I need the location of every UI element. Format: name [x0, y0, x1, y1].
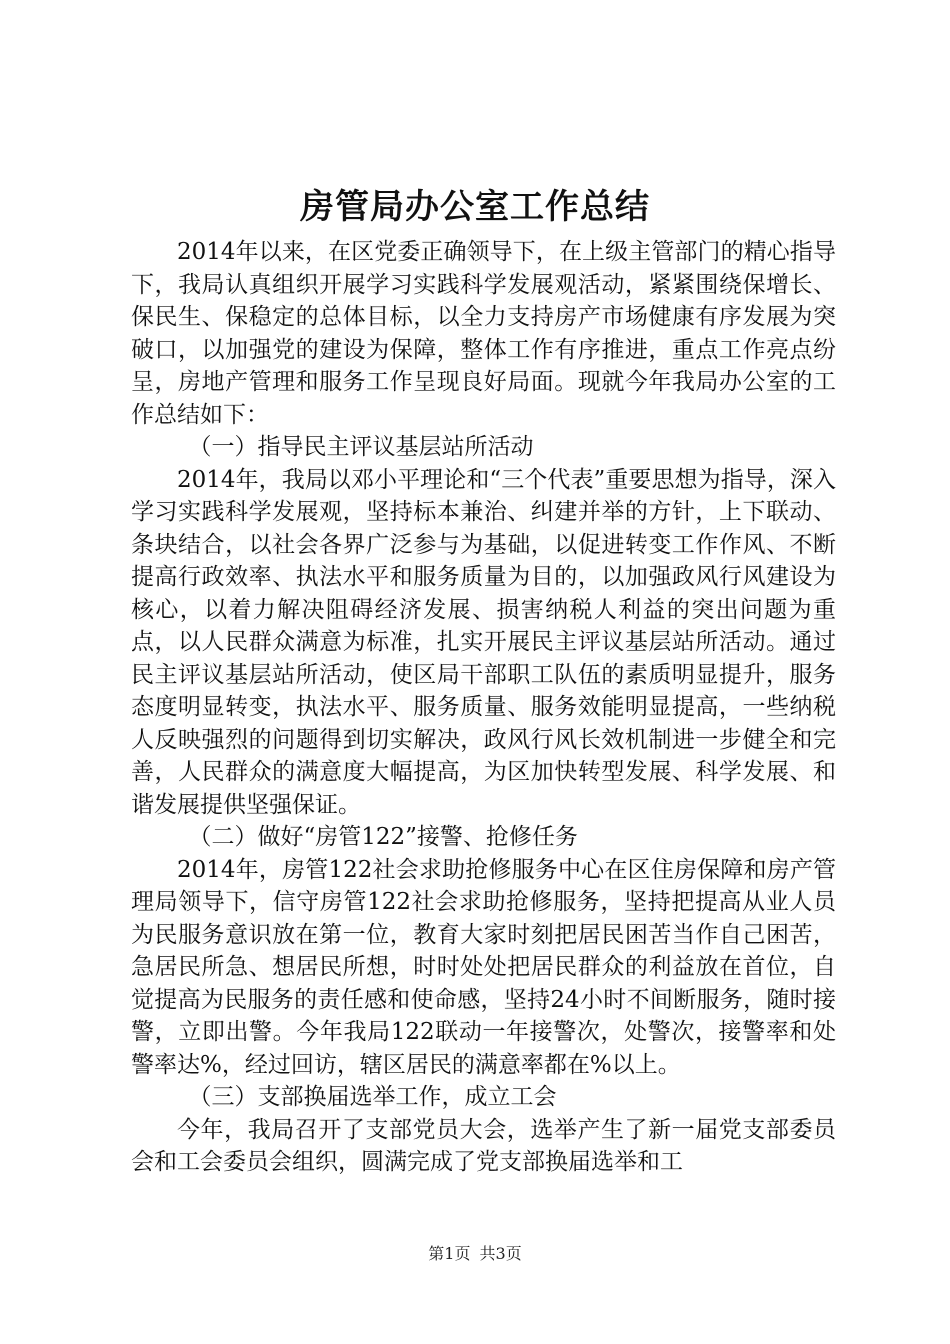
- page-footer: [0, 1243, 950, 1265]
- document-title: 房管局办公室工作总结: [300, 187, 650, 227]
- section-heading-3: （三）支部换届选举工作，成立工会: [188, 1084, 557, 1110]
- page-total: 共3页: [479, 1244, 522, 1263]
- page-number: 第1页: [428, 1244, 471, 1263]
- section-heading-2: （二）做好“房管122”接警、抢修任务: [188, 824, 578, 850]
- intro-paragraph: 2014年以来，在区党委正确领导下，在上级主管部门的精心指导下，我局认真组织开展学习实践科学发展观活动，紧紧围绕保增长、保民生、保稳定的总体目标，以全力支持房产市场健康有序发展为突破口，以加强党的建设为保障，整体工作有序推进，重点工作亮点纷呈，房地产管理和服务工作呈现良好局面。现就今年我局办公室的工作总结如下：: [131, 239, 836, 428]
- section-paragraph-3: 今年，我局召开了支部党员大会，选举产生了新一届党支部委员会和工会委员会组织，圆满完成了党支部换届选举和工: [131, 1116, 836, 1175]
- section-paragraph-1: 2014年，我局以邓小平理论和“三个代表”重要思想为指导，深入学习实践科学发展观，坚持标本兼治、纠建并举的方针，上下联动、条块结合，以社会各界广泛参与为基础，以促进转变工作作风、不断提高行政效率、执法水平和服务质量为目的，以加强政风行风建设为核心，以着力解决阻碍经济发展、损害纳税人利益的突出问题为重点，以人民群众满意为标准，扎实开展民主评议基层站所活动。通过民主评议基层站所活动，使区局干部职工队伍的素质明显提升，服务态度明显转变，执法水平、服务质量、服务效能明显提高，一些纳税人反映强烈的问题得到切实解决，政风行风长效机制进一步健全和完善，人民群众的满意度大幅提高，为区加快转型发展、科学发展、和谐发展提供坚强保证。: [131, 466, 836, 818]
- section-paragraph-2: 2014年，房管122社会求助抢修服务中心在区住房保障和房产管理局领导下，信守房管122社会求助抢修服务，坚持把提高从业人员为民服务意识放在第一位，教育大家时刻把居民困苦当作自己困苦，急居民所急、想居民所想，时时处处把居民群众的利益放在首位，自觉提高为民服务的责任感和使命感，坚持24小时不间断服务，随时接警，立即出警。今年我局122联动一年接警次，处警次，接警率和处警率达%，经过回访，辖区居民的满意率都在%以上。: [131, 856, 836, 1078]
- section-heading-1: （一）指导民主评议基层站所活动: [188, 434, 534, 460]
- document-body: [131, 236, 836, 1179]
